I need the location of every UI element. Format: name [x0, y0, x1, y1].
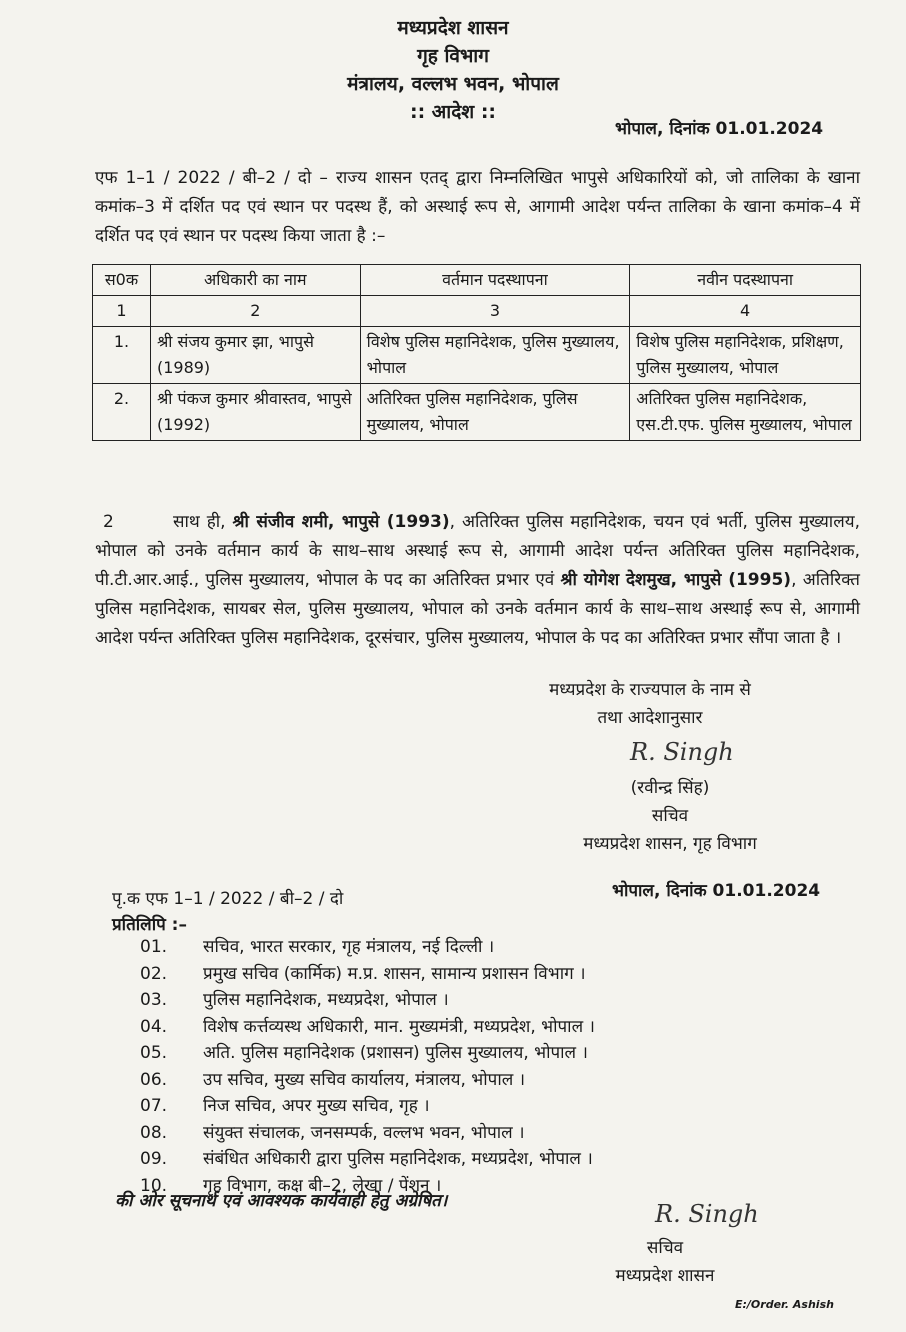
forwarding-note: की ओर सूचनार्थ एवं आवश्यक कार्यवाही हेतु अग्रेषित। — [115, 1191, 448, 1211]
signatory-office: मध्यप्रदेश शासन, गृह विभाग — [583, 834, 757, 854]
header-address: मंत्रालय, वल्लभ भवन, भोपाल — [347, 73, 559, 95]
row-current-posting: अतिरिक्त पुलिस महानिदेशक, पुलिस मुख्यालय, भोपाल — [360, 384, 630, 441]
row-officer-name: श्री संजय कुमार झा, भापुसे (1989) — [150, 327, 360, 384]
paragraph-text: साथ ही, — [173, 512, 233, 532]
list-item: 05. अति. पुलिस महानिदेशक (प्रशासन) पुलिस मुख्यालय, भोपाल । — [140, 1043, 588, 1063]
list-item: 01. सचिव, भारत सरकार, गृह मंत्रालय, नई दिल्ली । — [140, 937, 495, 957]
governor-line: मध्यप्रदेश के राज्यपाल के नाम से — [549, 680, 751, 700]
table-header-row — [93, 265, 861, 296]
table-header-new: नवीन पदस्थापना — [630, 265, 861, 296]
table-colnum: 3 — [360, 296, 630, 327]
order-date: भोपाल, दिनांक 01.01.2024 — [615, 119, 824, 139]
signature-2: R. Singh — [655, 1200, 759, 1228]
list-item: 06. उप सचिव, मुख्य सचिव कार्यालय, मंत्रालय, भोपाल । — [140, 1069, 526, 1090]
signature-1: R. Singh — [630, 738, 734, 766]
table-header-sno: स0क — [93, 265, 151, 296]
table-colnum: 4 — [630, 296, 861, 327]
header-department: गृह विभाग — [417, 45, 489, 67]
signatory-designation: सचिव — [651, 806, 689, 826]
table-row — [93, 384, 861, 441]
paragraph-text: , अतिरिक्त पुलिस महानिदेशक, चयन एवं भर्ती, पुलिस मुख्यालय, भोपाल को उनके वर्तमान कार्य के साथ–साथ अस्थाई रूप से, आगामी आदेश पर्यन्त अतिरिक्त पुलिस महानिदेशक, पी.टी.आर.आई., पुलिस मुख्यालय, भोपाल के पद का अतिरिक्त प्रभार एवं — [95, 512, 861, 590]
list-item: 10. गृह विभाग, कक्ष बी–2, लेखा / पेंशन । — [140, 1175, 442, 1196]
endorsement-designation: सचिव — [646, 1238, 684, 1258]
row-sno: 2. — [93, 384, 151, 441]
governor-line: तथा आदेशानुसार — [597, 708, 703, 728]
copy-label: प्रतिलिपि :– — [112, 915, 187, 935]
officer-name-highlight: श्री संजीव शमी, भापुसे (1993) — [232, 512, 450, 532]
document-header — [0, 14, 906, 126]
posting-table — [92, 264, 861, 441]
table-colnum-row — [93, 296, 861, 327]
signatory-name: (रवीन्द्र सिंह) — [630, 778, 710, 798]
paragraph-text: , अतिरिक्त पुलिस महानिदेशक, सायबर सेल, पुलिस मुख्यालय, भोपाल को उनके वर्तमान कार्य के साथ–साथ अस्थाई रूप से, आगामी आदेश पर्यन्त अतिरिक्त पुलिस महानिदेशक, दूरसंचार, पुलिस मुख्यालय, भोपाल के पद का अतिरिक्त प्रभार सौंपा जाता है । — [95, 570, 861, 648]
endorsement-ref: पृ.क एफ 1–1 / 2022 / बी–2 / दो — [112, 889, 344, 909]
officer-name-highlight: श्री योगेश देशमुख, भापुसे (1995) — [560, 570, 792, 590]
table-colnum: 2 — [150, 296, 360, 327]
row-new-posting: अतिरिक्त पुलिस महानिदेशक, एस.टी.एफ. पुलिस मुख्यालय, भोपाल — [630, 384, 861, 441]
endorsement-date: भोपाल, दिनांक 01.01.2024 — [612, 881, 821, 901]
list-item: 03. पुलिस महानिदेशक, मध्यप्रदेश, भोपाल । — [140, 990, 449, 1010]
header-order-title: :: आदेश :: — [409, 101, 497, 123]
list-item: 02. प्रमुख सचिव (कार्मिक) म.प्र. शासन, सामान्य प्रशासन विभाग । — [140, 963, 586, 984]
list-item: 04. विशेष कर्त्तव्यस्थ अधिकारी, मान. मुख्यमंत्री, मध्यप्रदेश, भोपाल । — [140, 1016, 595, 1037]
row-officer-name: श्री पंकज कुमार श्रीवास्तव, भापुसे (1992) — [150, 384, 360, 441]
table-header-name: अधिकारी का नाम — [150, 265, 360, 296]
row-new-posting: विशेष पुलिस महानिदेशक, प्रशिक्षण, पुलिस मुख्यालय, भोपाल — [630, 327, 861, 384]
table-header-current: वर्तमान पदस्थापना — [360, 265, 630, 296]
header-state: मध्यप्रदेश शासन — [397, 17, 509, 39]
endorsement-office: मध्यप्रदेश शासन — [615, 1266, 715, 1286]
table-colnum: 1 — [93, 296, 151, 327]
paragraph-2 — [95, 508, 860, 653]
row-current-posting: विशेष पुलिस महानिदेशक, पुलिस मुख्यालय, भोपाल — [360, 327, 630, 384]
endorsement-signatory — [585, 1234, 745, 1290]
list-item: 07. निज सचिव, अपर मुख्य सचिव, गृह । — [140, 1096, 430, 1116]
file-reference: E:/Order. Ashish — [735, 1298, 834, 1311]
list-item: 08. संयुक्त संचालक, जनसम्पर्क, वल्लभ भवन, भोपाल । — [140, 1122, 525, 1143]
list-item: 09. संबंधित अधिकारी द्वारा पुलिस महानिदेशक, मध्यप्रदेश, भोपाल । — [140, 1149, 593, 1169]
table-row — [93, 327, 861, 384]
paragraph-number: 2 — [103, 512, 114, 532]
row-sno: 1. — [93, 327, 151, 384]
copy-list — [140, 934, 595, 1199]
governor-authority — [500, 676, 800, 732]
intro-paragraph: एफ 1–1 / 2022 / बी–2 / दो – राज्य शासन एतद् द्वारा निम्नलिखित भापुसे अधिकारियों को, जो तालिका के खाना कमांक–3 में दर्शित पद एवं स्थान पर पदस्थ हैं, को अस्थाई रूप से, आगामी आदेश पर्यन्त तालिका के खाना कमांक–4 में दर्शित पद एवं स्थान पर पदस्थ किया जाता है :– — [95, 168, 860, 246]
signatory-block — [520, 774, 820, 858]
